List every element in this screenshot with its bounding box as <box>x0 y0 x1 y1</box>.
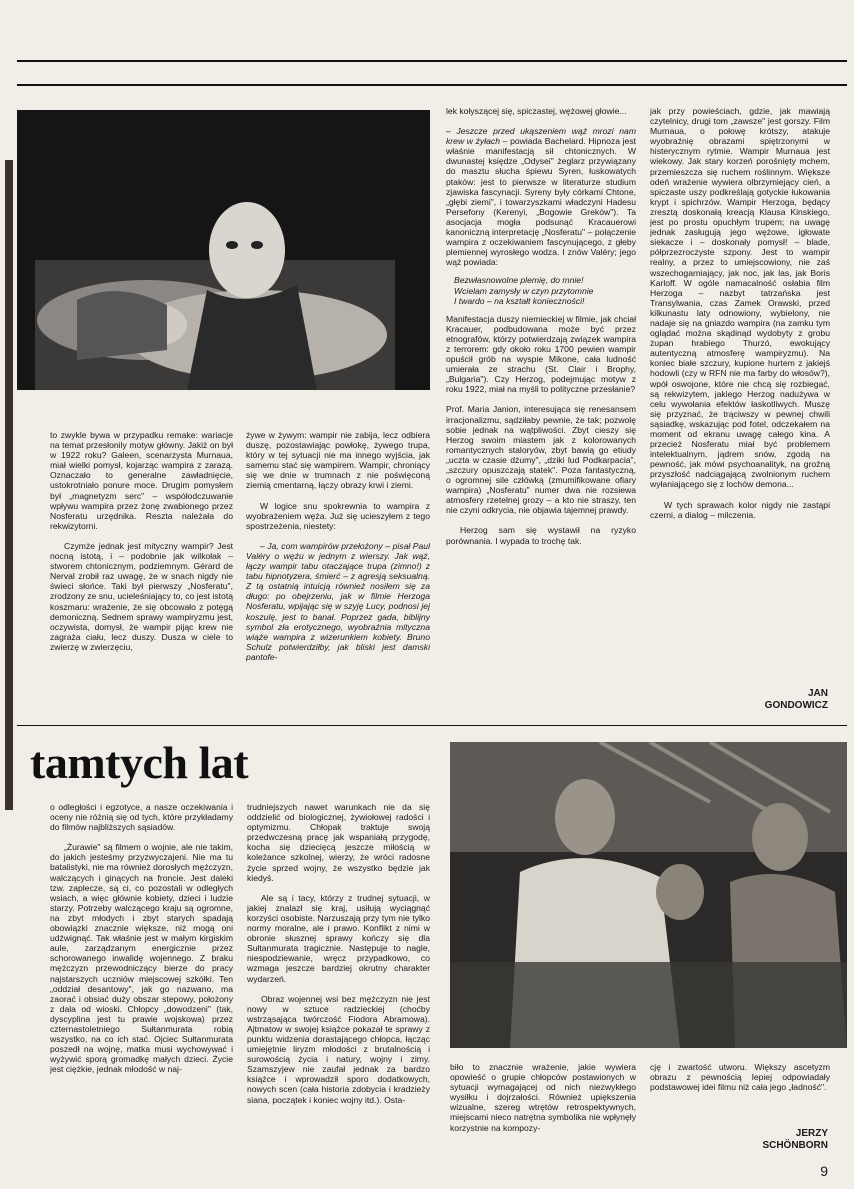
page-number: 9 <box>820 1163 828 1179</box>
paragraph: Ale są i tacy, którzy z trudnej sytuacji, w jakiej znalazł się kraj, usiłują wyciągnąć korzyści osobiste. Narzuszają przy tym nie tylko normy moralne, ale i prawo. Konflikt z nimi w obronie słusznej sprawy kończy się dla Sułtanmurata tragicznie. Następuje to nagle, niespodziewanie, wręcz przypadkowo, co wzmaga jeszcze bardziej okrutny charakter wydarzeń. <box>247 892 430 984</box>
paragraph: lek kołyszącej się, spiczastej, wężowej głowie... <box>446 106 627 116</box>
article2-column-3 <box>450 1062 636 1160</box>
section-rule <box>17 725 847 726</box>
paragraph: o odległości i egzotyce, a nasze oczekiwania i oceny nie różnią się od tych, które przykładamy do filmów najbliższych sąsiadów. <box>50 802 233 833</box>
top-rule <box>17 60 847 62</box>
poem-line: Wcielam zamysły w czyn przytomnie <box>454 285 594 296</box>
author-first-name: JERZY <box>795 1128 828 1139</box>
paragraph: Herzog sam się wystawił na ryzyko porównania. I wypada to trochę tak. <box>446 525 636 546</box>
nosferatu-photo <box>17 110 430 390</box>
paragraph: to zwykle bywa w przypadku remake: wariacje na temat przesłonily motyw główny. Jakiż on był w 1922 roku? Galeen, scenarzysta Murnaua, miał wielki pomysł, kojarząc wampira z zarazą. Oznaczało to generalne zawładnięcie, ustokrotniało ponure moce. Drugim pomysłem był „magnetyzm serc" – współodczuwanie wpływu wampira przez żonę zwabionego przez Nosferatu urzędnika. Reszta należała do rekwizytorni. <box>50 430 233 531</box>
article2-column-4 <box>650 1062 830 1122</box>
paragraph: żywe w żywym: wampir nie zabija, lecz odbiera duszę, pozostawiając powłokę, żywego trupa, który w tej sytuacji nie ma innego wyjścia, jak samemu stać się wampirem. Wampir, chroniący się we dnie w trumnach z nie poświęconą ziemią cmentarną, łączy obrazy krwi i ziemi. <box>246 430 430 491</box>
article1-column-4 <box>650 106 830 666</box>
author-last-name: GONDOWICZ <box>764 700 828 711</box>
paragraph: jak przy powieściach, gdzie, jak mawiają czytelnicy, drugi tom „zawsze" jest gorszy. Film Murnaua, o połowę krótszy, atakuje wyobraźnię obrazami spiętrzonymi w histerycznym rytmie. Wampir Murnaua jest wiekowy. Jak stary korzeń porośnięty mchem, przemieszcza się ruchem roślinnym. Większe odeń wrażenie wywiera olbrzymiejący cień, a spiczaste uszy podkreślają gotyckie łukowania krypt i spichrzów. Wampir Herzoga, będący zresztą doskonałą kreacją Klausa Kinskiego, jest po prostu opuchłym trupem; na uwagę jednak zasługują jego wężowe, igłowate siekacze i – doskonały pomysł! – blade, półprzezroczyste szpony. Jest to wampir realny, a przez to umiejscowiony, nie zaś wszechogarniający, jak noc, jak las, jak Boris Karloff. W ogóle namacalność osłabia film Herzoga – nazbyt tatrzańska jest Transylwania, czas Zamek Orawski, przed kilkunastu laty odnowiony, wybielony, nie nadaje się na gniazdo wampira (na zamku tym oglądać można skądinąd wydobyty z grobu żupan hrabiego Thurzó, ewokujący autentyczną atmosferę wampiryzmu). Na koniec białe szczury, kupione hurtem z jakiejś hodowli (czy w RFN nie ma farby do włosów?), wpół oswojone, które nie chcą się rozbiegać, są rekwizytem, jakiego Herzog nadużywa w celu wywołania efektów łaskotliwych. Muszę się przyznać, że trąciwszy w pewnej chwili sąsiadkę, wskazując pod fotel, odczekałem na moment od ekranu uwagę całego kina. A przecież Nosferatu miał być problemem intelektualnym, jądrem snów, zgodą na pewność, jak mówi psychoanalityk, na groźną przyszłość nadciągającą zwolnionym ruchem wyłaniającego się z lochów demona... <box>650 106 830 490</box>
paragraph: Prof. Maria Janion, interesująca się renesansem irracjonalizmu, sądziłaby pewnie, że tak; pozwolę sobie jednak na wątpliwości. Zbyt cieszy się Herzog swoim miastem jak z kolorowanych romantycznych staloryów, zbyt bawią go etiudy „uczta w czasie dżumy", „dziki lud Podkarpacia", „szczury opuszczają statek". Poza fantastyczną, o ogromnej sile człówką (zmumifikowane ofiary wampira) „Nosferatu" numer dwa nie rozsiewa atmosfery rzetelnej grozy – a kto nie straszy, ten nie czyni odkrycia, nie objawia tajemnej prawdy. <box>446 404 636 516</box>
poem-line: Bezwłasnowolne plemię, do mnie! <box>454 275 584 286</box>
article2-headline: tamtych lat <box>30 737 249 788</box>
article2-author <box>700 1128 828 1152</box>
paragraph: W tych sprawach kolor nigdy nie zastąpi czerni, a dialog – milczenia. <box>650 499 830 520</box>
poem-line: I twardo – na kształt konieczności! <box>454 295 585 306</box>
zurawie-photo <box>450 742 847 1048</box>
article2-column-1 <box>50 802 233 1160</box>
article1-column-3 <box>446 106 636 720</box>
paragraph-text: – powiada Bachelard. Hipnoza jest właśnie manifestacją sił chtonicznych. W dwunastej księdze „Odysei" żeglarz przywiązany do masztu słucha śpiewu Syren, łuskowatych ptaków: jest to pierwsze w literaturze studium zjawiska fascynacji. Syreny były córkami Chtone, „głębi ziemi", i towarzyszkami władczyni Hadesu Persefony (Kerenyi, „Bogowie Greków"). Ta asocjacja mogła podsunąć Kracauerowi kanoniczną interpretację „Nosferatu" – połączenie wampira z oczekiwaniem fascynującego, z głeby plemiennej wyrosłego wodza. I znów Valéry; jego wąż powiada: <box>446 136 636 268</box>
article1-author <box>700 688 828 712</box>
paragraph: biło to znacznie wrażenie, jakie wywiera opowieść o grupie chłopców postawionych w sytuacji wymagającej od nich niezwykłego wysiłku i dojrzałości. Również upiększenia wizualne, szereg wtrętów retrospektywnych, miejscami nieco natrętna symbolika nie wpłynęły korzystnie na kompozy- <box>450 1062 636 1133</box>
article1-column-1 <box>50 430 233 720</box>
paragraph: Czymże jednak jest mityczny wampir? Jest nocną istotą, i – podobnie jak wilkołak – stworem chtonicznym, podziemnym. Gérard de Nerval zrobił raz uwagę, że w snach nigdy nie świeci słońce. Taki był pierwszy „Nosferatu", zrodzony ze snu, ucieleśniający to, co jest istotą koszmaru: wrażenie, że się obcowało z potęgą demoniczną. Sednem sprawy wampiryzmu jest, oczywista, domysł, że wampir pijąc krew nie zagraża ciału, lecz duszy. Dusza w ciele to zwierzę w zwierzęciu, <box>50 540 233 652</box>
paragraph: trudniejszych nawet warunkach nie da się oddzielić od biologicznej, żywiołowej radości i optymizmu. Chłopak traktuje swoją przedwczesną pracę jak wspaniałą przygodę, kocha się dziecięcą jeszcze miłością w koleżance szkolnej, wierzy, że wróci radosne życie sprzed wojny, że wszystko będzie jak kiedyś. <box>247 802 430 883</box>
paragraph: W logice snu spokrewnia to wampira z wyobrażeniem węża. Już się ucieszyłem z tego spostrzeżenia, niestety: <box>246 500 430 531</box>
article2-column-2 <box>247 802 430 1160</box>
quote: – Jeszcze przed ukąszeniem wąż mrozi nam krew w żyłach <box>446 126 636 147</box>
paragraph: „Żurawie" są filmem o wojnie, ale nie takim, do jakich jesteśmy przyzwyczajeni. Nie ma tu batalistyki, nie ma również dorosłych mężczyzn, walczących i ginących na froncie. Jest daleki tzw. zaplecze, są ci, co pozostali w odległych wsiach, a więc głównie kobiety, dzieci i ludzie starzy. Potrzeby walczącego kraju są ogromne, na zbyt młodych i zbyt starych spadają obowiązki znacznie większe, niż mogą oni udźwignąć. Tak właśnie jest w małym kirgiskim aule, zarządzanym energicznie przez schorowanego inwalidę wojennego. Z braku mężczyzn przewodniczący bierze do pracy najstarszych uczniów miejscowej szkółki. Ten „oddział desantowy", jak go nazwano, ma zaorać i obsiać duży obszar stepowy, położony z dala od wioski. Chłopcy „dowodzeni" (tak, dyscyplina jest tu prawie wojskowa) przez czternastoletniego Sułtanmurata robią wszystko, na co ich stać. Ojciec Sułtanmurata poszedł na wojnę, matka musi wychowywać i wyżywić sporą gromadkę małych dzieci. Życie jest ciężkie, jednak młodość w naj- <box>50 842 233 1075</box>
article1-column-2 <box>246 430 430 720</box>
author-first-name: JAN <box>807 688 828 699</box>
author-last-name: SCHÖNBORN <box>762 1140 828 1151</box>
paragraph: cję i zwartość utworu. Większy ascetyzm obrazu z pewnością lepiej odpowiadały podstawowej idei filmu niż cała jego „ładność". <box>650 1062 830 1093</box>
left-edge-strip <box>5 160 13 810</box>
poem-quote <box>446 275 636 305</box>
paragraph: – Ja, com wampirów przełożony – pisał Paul Valéry o wężu w jednym z wierszy. Jak wąż, łączy wampir tabu otaczające trupa (zimno!) z tabu hipnotyzera, śmierć – z agresją seksualną. Z tą ostatnią intuicją również nosiłem się za długo: po obejrzeniu, jak w filmie Herzoga Nosferatu, wpijając się w szyję Lucy, podnosi jej koszulę, jest to banał. Poprzez gada, biblijny symbol zła erotycznego, wyobraźnia mityczna wiąże wampira z wizerunkiem kobiety. Bruno Schulz potwierdziłby, jak bliski jest damski pantofe- <box>246 540 430 662</box>
top-rule-2 <box>17 84 847 86</box>
paragraph: Obraz wojennej wsi bez mężczyzn nie jest nowy w sztuce radzieckiej (choćby wstrząsająca twórczość Fiodora Abramowa). Ajtmatow w swojej książce pokazał te sprawy z punktu widzenia dorastającego chłopca, łącząc umiejętnie liryzm młodości z brutalnością i surowością życia i natury, wojny i zimy. Szamszyjew nie zaufał jednak za bardzo książce i wprowadził sporo dodatkowych, nowych scen (cała historia zdobycia i kradzieży siana, początek i koniec wojny itd.). Osta- <box>247 993 430 1105</box>
paragraph: Manifestacja duszy niemieckiej w filmie, jak chciał Kracauer, podbudowana może być przez etnografów, którzy potwierdzają związek wampira z terrorem: gdy około roku 1700 pewien wampir opuścił grób na wyspie Mikone, cała ludność umierała ze strachu (St. Clair i Brophy, „Bulgaria"). Czy Herzog, podejmując motyw z roku 1922, miał na myśli to polityczne przesłanie? <box>446 313 636 395</box>
paragraph <box>446 126 636 267</box>
